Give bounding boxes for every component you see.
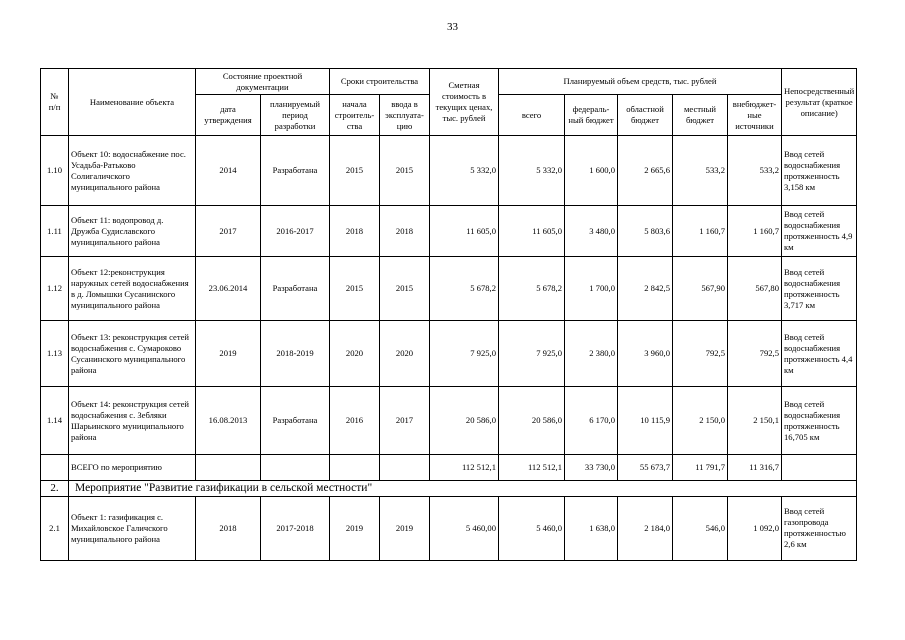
row-regional: 2 184,0 xyxy=(618,496,673,560)
total-local: 11 791,7 xyxy=(673,455,728,481)
row-result: Ввод сетей водоснабжения протяженность 16,705 км xyxy=(782,387,857,455)
header-regional: областной бюджет xyxy=(618,95,673,136)
total-regional: 55 673,7 xyxy=(618,455,673,481)
row-federal: 1 600,0 xyxy=(565,136,618,206)
header-federal: федераль-ный бюджет xyxy=(565,95,618,136)
row-planned-period: 2016-2017 xyxy=(261,206,330,257)
row-regional: 2 842,5 xyxy=(618,257,673,321)
row-construction-start: 2020 xyxy=(330,321,380,387)
row-result: Ввод сетей водоснабжения протяженность 4,9 км xyxy=(782,206,857,257)
row-local: 2 150,0 xyxy=(673,387,728,455)
row-object-name: Объект 14: реконструкция сетей водоснабжения с. Зебляки Шарьинского муниципального района xyxy=(69,387,196,455)
row-extra: 1 092,0 xyxy=(728,496,782,560)
row-commissioning: 2020 xyxy=(380,321,430,387)
row-estimated-cost: 5 332,0 xyxy=(430,136,499,206)
header-extra: внебюджет-ные источники xyxy=(728,95,782,136)
row-commissioning: 2015 xyxy=(380,257,430,321)
header-design-status: Состояние проектной документации xyxy=(196,69,330,95)
header-planned-period: планируемый период разработки xyxy=(261,95,330,136)
row-construction-start: 2019 xyxy=(330,496,380,560)
row-total: 5 332,0 xyxy=(499,136,565,206)
row-planned-period: Разработана xyxy=(261,387,330,455)
header-estimated-cost: Сметная стоимость в текущих ценах, тыс. рублей xyxy=(430,69,499,136)
row-extra: 2 150,1 xyxy=(728,387,782,455)
row-approval-date: 23.06.2014 xyxy=(196,257,261,321)
row-num: 1.10 xyxy=(41,136,69,206)
row-construction-start: 2018 xyxy=(330,206,380,257)
row-local: 533,2 xyxy=(673,136,728,206)
header-approval-date: дата утверждения xyxy=(196,95,261,136)
header-planned-funds: Планируемый объем средств, тыс. рублей xyxy=(499,69,782,95)
total-approval-date xyxy=(196,455,261,481)
row-regional: 5 803,6 xyxy=(618,206,673,257)
row-local: 567,90 xyxy=(673,257,728,321)
header-construction-start: начала строитель-ства xyxy=(330,95,380,136)
row-commissioning: 2019 xyxy=(380,496,430,560)
row-federal: 3 480,0 xyxy=(565,206,618,257)
row-construction-start: 2016 xyxy=(330,387,380,455)
table-row xyxy=(41,496,857,560)
row-commissioning: 2017 xyxy=(380,387,430,455)
row-approval-date: 2017 xyxy=(196,206,261,257)
total-construction-start xyxy=(330,455,380,481)
row-approval-date: 2014 xyxy=(196,136,261,206)
row-num: 1.14 xyxy=(41,387,69,455)
row-approval-date: 2019 xyxy=(196,321,261,387)
section-title: Мероприятие "Развитие газификации в сельской местности" xyxy=(69,481,857,497)
row-local: 546,0 xyxy=(673,496,728,560)
row-object-name: Объект 13: реконструкция сетей водоснабжения с. Сумароково Сусанинского муниципального района xyxy=(69,321,196,387)
row-object-name: Объект 1: газификация с. Михайловское Галичского муниципального района xyxy=(69,496,196,560)
header-total: всего xyxy=(499,95,565,136)
row-construction-start: 2015 xyxy=(330,257,380,321)
section-row xyxy=(41,481,857,497)
row-result: Ввод сетей водоснабжения протяженность 4,4 км xyxy=(782,321,857,387)
table-header xyxy=(41,69,857,136)
page-number: 33 xyxy=(447,21,458,33)
table-row xyxy=(41,321,857,387)
row-num: 2.1 xyxy=(41,496,69,560)
row-result: Ввод сетей водоснабжения протяженность 3,158 км xyxy=(782,136,857,206)
table-body xyxy=(41,136,857,561)
total-total: 112 512,1 xyxy=(499,455,565,481)
row-extra: 567,80 xyxy=(728,257,782,321)
total-commissioning xyxy=(380,455,430,481)
row-result: Ввод сетей газопровода протяженностью 2,6 км xyxy=(782,496,857,560)
header-commissioning: ввода в эксплуата-цию xyxy=(380,95,430,136)
total-federal: 33 730,0 xyxy=(565,455,618,481)
row-total: 7 925,0 xyxy=(499,321,565,387)
row-estimated-cost: 20 586,0 xyxy=(430,387,499,455)
total-estimated-cost: 112 512,1 xyxy=(430,455,499,481)
total-planned-period xyxy=(261,455,330,481)
row-local: 1 160,7 xyxy=(673,206,728,257)
row-estimated-cost: 5 678,2 xyxy=(430,257,499,321)
row-approval-date: 2018 xyxy=(196,496,261,560)
row-object-name: Объект 10: водоснабжение пос. Усадьба-Ратьково Солигаличского муниципального района xyxy=(69,136,196,206)
row-planned-period: 2017-2018 xyxy=(261,496,330,560)
row-total: 11 605,0 xyxy=(499,206,565,257)
row-commissioning: 2018 xyxy=(380,206,430,257)
table-row xyxy=(41,206,857,257)
section-num: 2. xyxy=(41,481,69,497)
header-local: местный бюджет xyxy=(673,95,728,136)
row-estimated-cost: 7 925,0 xyxy=(430,321,499,387)
row-planned-period: Разработана xyxy=(261,257,330,321)
row-extra: 533,2 xyxy=(728,136,782,206)
row-total: 5 460,0 xyxy=(499,496,565,560)
row-extra: 792,5 xyxy=(728,321,782,387)
header-construction-terms: Сроки строительства xyxy=(330,69,430,95)
total-extra: 11 316,7 xyxy=(728,455,782,481)
total-num xyxy=(41,455,69,481)
row-num: 1.13 xyxy=(41,321,69,387)
row-num: 1.11 xyxy=(41,206,69,257)
row-federal: 2 380,0 xyxy=(565,321,618,387)
row-construction-start: 2015 xyxy=(330,136,380,206)
row-commissioning: 2015 xyxy=(380,136,430,206)
row-regional: 10 115,9 xyxy=(618,387,673,455)
table-row xyxy=(41,387,857,455)
row-planned-period: 2018-2019 xyxy=(261,321,330,387)
row-regional: 3 960,0 xyxy=(618,321,673,387)
row-object-name: Объект 12:реконструкция наружных сетей водоснабжения в д. Ломышки Сусанинского муниципального района xyxy=(69,257,196,321)
total-row xyxy=(41,455,857,481)
row-local: 792,5 xyxy=(673,321,728,387)
total-label: ВСЕГО по мероприятию xyxy=(69,455,196,481)
row-total: 5 678,2 xyxy=(499,257,565,321)
row-federal: 1 700,0 xyxy=(565,257,618,321)
row-regional: 2 665,6 xyxy=(618,136,673,206)
row-extra: 1 160,7 xyxy=(728,206,782,257)
row-result: Ввод сетей водоснабжения протяженность 3,717 км xyxy=(782,257,857,321)
row-planned-period: Разработана xyxy=(261,136,330,206)
objects-table xyxy=(40,68,857,561)
row-total: 20 586,0 xyxy=(499,387,565,455)
header-result: Непосредственный результат (краткое описание) xyxy=(782,69,857,136)
total-result xyxy=(782,455,857,481)
row-num: 1.12 xyxy=(41,257,69,321)
table-row xyxy=(41,136,857,206)
row-federal: 6 170,0 xyxy=(565,387,618,455)
row-estimated-cost: 5 460,00 xyxy=(430,496,499,560)
row-estimated-cost: 11 605,0 xyxy=(430,206,499,257)
row-federal: 1 638,0 xyxy=(565,496,618,560)
row-approval-date: 16.08.2013 xyxy=(196,387,261,455)
table-row xyxy=(41,257,857,321)
header-object-name: Наименование объекта xyxy=(69,69,196,136)
header-num: № п/п xyxy=(41,69,69,136)
row-object-name: Объект 11: водопровод д. Дружба Судиславского муниципального района xyxy=(69,206,196,257)
